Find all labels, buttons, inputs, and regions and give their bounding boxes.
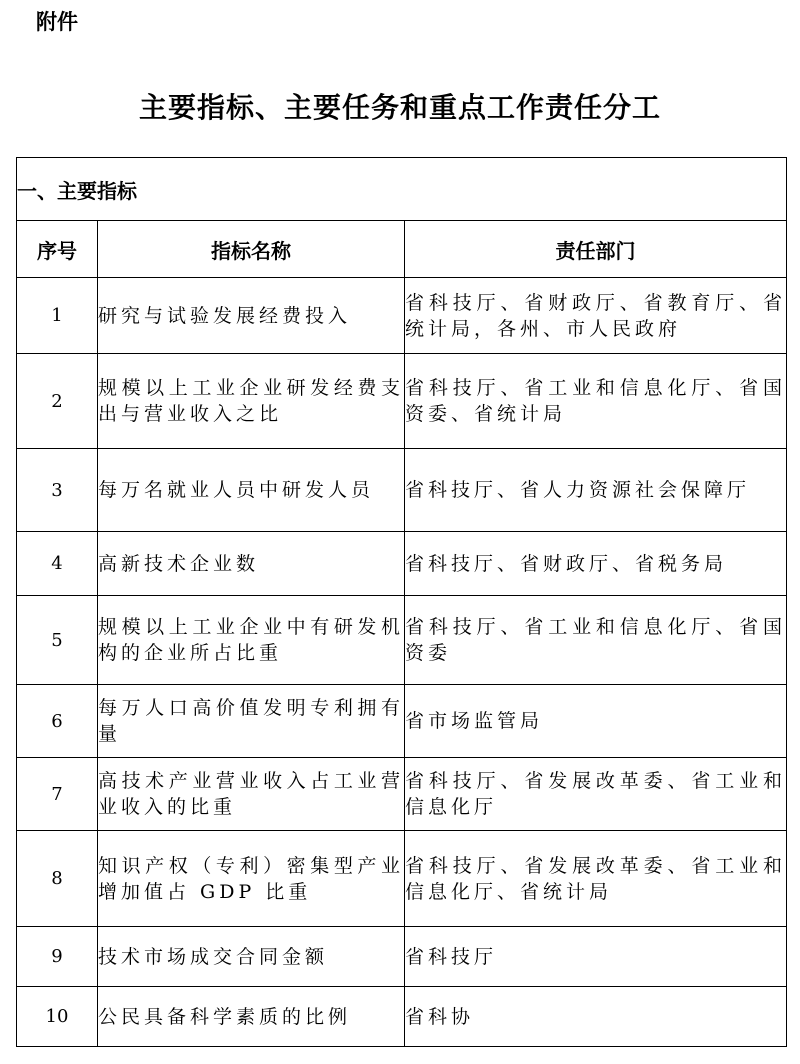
table-row <box>17 831 787 927</box>
column-header-row <box>17 221 787 278</box>
responsible-dept: 省科协 <box>405 987 787 1047</box>
indicator-name: 每万名就业人员中研发人员 <box>98 449 405 532</box>
indicator-name: 高新技术企业数 <box>98 532 405 596</box>
responsibility-table <box>16 157 787 1047</box>
row-number: 9 <box>17 927 98 987</box>
indicator-name: 研究与试验发展经费投入 <box>98 278 405 354</box>
indicator-name: 技术市场成交合同金额 <box>98 927 405 987</box>
attachment-label: 附件 <box>36 10 78 34</box>
column-header-no: 序号 <box>17 221 98 278</box>
section-header-row <box>17 158 787 221</box>
table-row <box>17 987 787 1047</box>
section-title: 一、主要指标 <box>17 158 787 221</box>
row-number: 7 <box>17 758 98 831</box>
table-row <box>17 685 787 758</box>
responsible-dept: 省科技厅、省财政厅、省教育厅、省统计局，各州、市人民政府 <box>405 278 787 354</box>
row-number: 5 <box>17 596 98 685</box>
indicator-name: 公民具备科学素质的比例 <box>98 987 405 1047</box>
row-number: 3 <box>17 449 98 532</box>
table-row <box>17 449 787 532</box>
row-number: 2 <box>17 354 98 449</box>
responsible-dept: 省科技厅、省发展改革委、省工业和信息化厅 <box>405 758 787 831</box>
responsible-dept: 省科技厅、省工业和信息化厅、省国资委 <box>405 596 787 685</box>
row-number: 10 <box>17 987 98 1047</box>
column-header-dept: 责任部门 <box>405 221 787 278</box>
table-row <box>17 758 787 831</box>
table-row <box>17 927 787 987</box>
column-header-name: 指标名称 <box>98 221 405 278</box>
row-number: 1 <box>17 278 98 354</box>
responsible-dept: 省科技厅、省工业和信息化厅、省国资委、省统计局 <box>405 354 787 449</box>
responsible-dept: 省科技厅、省人力资源社会保障厅 <box>405 449 787 532</box>
responsible-dept: 省科技厅、省发展改革委、省工业和信息化厅、省统计局 <box>405 831 787 927</box>
responsible-dept: 省科技厅、省财政厅、省税务局 <box>405 532 787 596</box>
responsible-dept: 省市场监管局 <box>405 685 787 758</box>
row-number: 8 <box>17 831 98 927</box>
indicator-name: 知识产权（专利）密集型产业增加值占 GDP 比重 <box>98 831 405 927</box>
indicator-name: 规模以上工业企业中有研发机构的企业所占比重 <box>98 596 405 685</box>
row-number: 6 <box>17 685 98 758</box>
indicator-name: 高技术产业营业收入占工业营业收入的比重 <box>98 758 405 831</box>
indicator-name: 规模以上工业企业研发经费支出与营业收入之比 <box>98 354 405 449</box>
page-title: 主要指标、主要任务和重点工作责任分工 <box>138 91 661 124</box>
table-row <box>17 278 787 354</box>
indicator-name: 每万人口高价值发明专利拥有量 <box>98 685 405 758</box>
responsible-dept: 省科技厅 <box>405 927 787 987</box>
table-row <box>17 596 787 685</box>
table-row <box>17 532 787 596</box>
table-row <box>17 354 787 449</box>
row-number: 4 <box>17 532 98 596</box>
